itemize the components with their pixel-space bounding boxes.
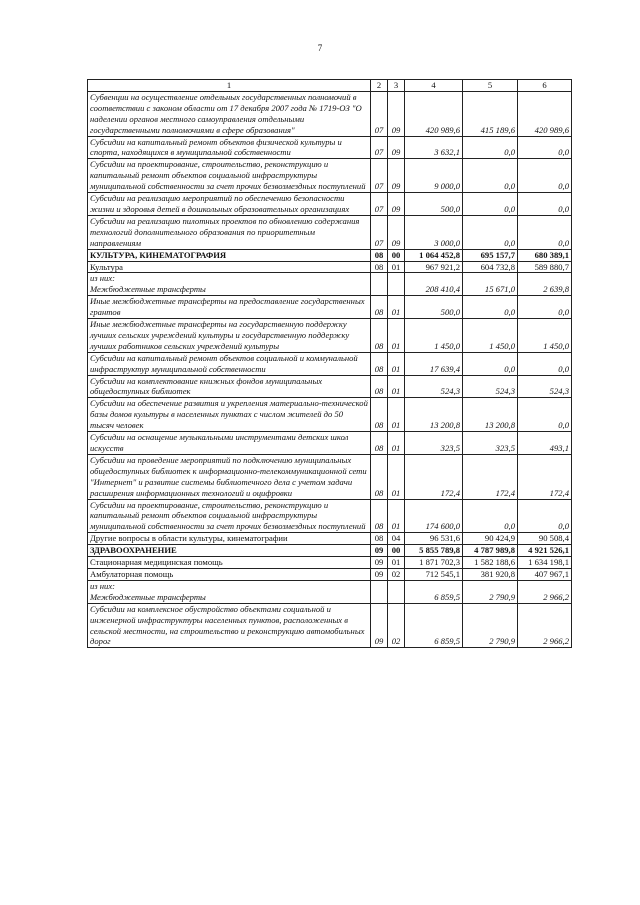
row-value-year-2-cell: 2 790,9 (463, 603, 518, 648)
row-name-cell: Субсидии на капитальный ремонт объектов физической культуры и спорта, находящихся в муниципальной собственности (88, 136, 371, 159)
row-value-year-2-cell: 4 787 989,8 (463, 545, 518, 557)
row-section-cell: 07 (371, 215, 388, 249)
row-name-cell: Культура (88, 261, 371, 273)
row-value-year-2-cell: 0,0 (463, 352, 518, 375)
row-value-year-3-cell: 0,0 (518, 499, 572, 533)
row-value-year-2-cell: 1 450,0 (463, 319, 518, 353)
row-section-cell: 07 (371, 159, 388, 193)
row-value-year-3-cell: 2 966,2 (518, 580, 572, 603)
table-row (88, 352, 572, 375)
row-section-cell: 08 (371, 398, 388, 432)
row-value-year-2-cell: 15 671,0 (463, 273, 518, 296)
row-name-cell: ЗДРАВООХРАНЕНИЕ (88, 545, 371, 557)
row-section-cell (371, 273, 388, 296)
row-name-cell: Субсидии на проведение мероприятий по подключению муниципальных общедоступных библиотек к информационно-телекоммуникационной сети "Интернет" и развитие системы библиотечного дела с учетом задачи расширения информационных технологий и оцифровки (88, 454, 371, 499)
row-value-year-3-cell: 407 967,1 (518, 568, 572, 580)
row-value-year-2-cell: 0,0 (463, 136, 518, 159)
row-subsection-cell: 00 (388, 249, 405, 261)
row-value-year-2-cell: 415 189,6 (463, 91, 518, 136)
row-value-year-2-cell: 695 157,7 (463, 249, 518, 261)
row-subsection-cell (388, 580, 405, 603)
row-value-year-2-cell: 90 424,9 (463, 533, 518, 545)
table-row (88, 375, 572, 398)
column-header-subsection: 3 (388, 80, 405, 92)
row-value-year-2-cell: 0,0 (463, 499, 518, 533)
table-row (88, 193, 572, 216)
row-name-cell: Субвенции на осуществление отдельных государственных полномочий в соответствии с законом области от 17 декабря 2007 года № 1719-ОЗ "О наделении органов местного самоуправления отдельными государственными полномочиями в сфере образования" (88, 91, 371, 136)
row-section-cell: 09 (371, 603, 388, 648)
table-row (88, 136, 572, 159)
row-section-cell: 07 (371, 193, 388, 216)
row-value-year-1-cell: 1 064 452,8 (405, 249, 463, 261)
row-section-cell: 08 (371, 499, 388, 533)
row-value-year-3-cell: 1 634 198,1 (518, 557, 572, 569)
row-value-year-1-cell: 1 450,0 (405, 319, 463, 353)
row-subsection-cell (388, 273, 405, 296)
row-subsection-cell: 04 (388, 533, 405, 545)
row-name-cell: Субсидии на обеспечение развития и укрепления материально-технической базы домов культуры в населенных пунктах с числом жителей до 50 тысяч человек (88, 398, 371, 432)
table-row (88, 432, 572, 455)
table-row (88, 319, 572, 353)
table-row (88, 580, 572, 603)
row-subsection-cell: 01 (388, 261, 405, 273)
column-header-name: 1 (88, 80, 371, 92)
row-section-cell: 07 (371, 136, 388, 159)
row-subsection-cell: 01 (388, 375, 405, 398)
row-name-cell: из них: Межбюджетные трансферты (88, 580, 371, 603)
row-name-cell: Субсидии на оснащение музыкальными инструментами детских школ искусств (88, 432, 371, 455)
row-subsection-cell: 00 (388, 545, 405, 557)
table-row (88, 261, 572, 273)
row-name-cell: КУЛЬТУРА, КИНЕМАТОГРАФИЯ (88, 249, 371, 261)
table-row (88, 557, 572, 569)
row-value-year-2-cell: 524,3 (463, 375, 518, 398)
row-value-year-2-cell: 172,4 (463, 454, 518, 499)
row-value-year-1-cell: 967 921,2 (405, 261, 463, 273)
table-row (88, 568, 572, 580)
table-row (88, 603, 572, 648)
row-subsection-cell: 09 (388, 136, 405, 159)
row-value-year-3-cell: 0,0 (518, 296, 572, 319)
row-subsection-cell: 01 (388, 454, 405, 499)
row-name-cell: Стационарная медицинская помощь (88, 557, 371, 569)
row-value-year-2-cell: 604 732,8 (463, 261, 518, 273)
row-value-year-2-cell: 0,0 (463, 296, 518, 319)
row-subsection-cell: 01 (388, 319, 405, 353)
row-value-year-3-cell: 524,3 (518, 375, 572, 398)
row-subsection-cell: 01 (388, 352, 405, 375)
row-section-cell: 07 (371, 91, 388, 136)
column-header-year-3: 6 (518, 80, 572, 92)
row-value-year-3-cell: 0,0 (518, 193, 572, 216)
row-name-cell: Субсидии на проектирование, строительство, реконструкцию и капитальный ремонт объектов социальной инфраструктуры муниципальной собственности за счет прочих безвозмездных поступлений (88, 159, 371, 193)
row-name-cell: Субсидии на комплектование книжных фондов муниципальных общедоступных библиотек (88, 375, 371, 398)
row-value-year-1-cell: 13 200,8 (405, 398, 463, 432)
row-value-year-3-cell: 0,0 (518, 215, 572, 249)
table-row (88, 533, 572, 545)
row-section-cell: 08 (371, 352, 388, 375)
row-subsection-cell: 09 (388, 215, 405, 249)
page-number: 7 (317, 43, 323, 53)
row-value-year-1-cell: 3 000,0 (405, 215, 463, 249)
row-value-year-2-cell: 2 790,9 (463, 580, 518, 603)
row-value-year-1-cell: 712 545,1 (405, 568, 463, 580)
row-name-cell: Субсидии на проектирование, строительство, реконструкцию и капитальный ремонт объектов социальной инфраструктуры муниципальной собственности за счет прочих безвозмездных поступлений (88, 499, 371, 533)
row-subsection-cell: 01 (388, 296, 405, 319)
row-name-cell: Амбулаторная помощь (88, 568, 371, 580)
row-section-cell (371, 580, 388, 603)
row-section-cell: 08 (371, 249, 388, 261)
row-value-year-3-cell: 680 389,1 (518, 249, 572, 261)
row-value-year-1-cell: 9 000,0 (405, 159, 463, 193)
row-value-year-2-cell: 0,0 (463, 193, 518, 216)
row-name-cell: из них: Межбюджетные трансферты (88, 273, 371, 296)
row-subsection-cell: 02 (388, 603, 405, 648)
row-value-year-1-cell: 6 859,5 (405, 603, 463, 648)
row-value-year-2-cell: 13 200,8 (463, 398, 518, 432)
row-section-cell: 09 (371, 568, 388, 580)
table-row (88, 296, 572, 319)
row-subsection-cell: 02 (388, 568, 405, 580)
row-value-year-3-cell: 420 989,6 (518, 91, 572, 136)
row-subsection-cell: 09 (388, 193, 405, 216)
row-section-cell: 09 (371, 557, 388, 569)
row-section-cell: 09 (371, 545, 388, 557)
row-section-cell: 08 (371, 319, 388, 353)
row-value-year-3-cell: 0,0 (518, 136, 572, 159)
row-subsection-cell: 01 (388, 398, 405, 432)
row-subsection-cell: 01 (388, 432, 405, 455)
row-value-year-1-cell: 17 639,4 (405, 352, 463, 375)
budget-table (87, 79, 572, 648)
row-value-year-3-cell: 2 966,2 (518, 603, 572, 648)
column-header-year-2: 5 (463, 80, 518, 92)
table-row (88, 499, 572, 533)
row-name-cell: Субсидии на капитальный ремонт объектов социальной и коммунальной инфраструктур муниципальной собственности (88, 352, 371, 375)
row-value-year-1-cell: 500,0 (405, 193, 463, 216)
table-row (88, 215, 572, 249)
row-section-cell: 08 (371, 296, 388, 319)
table-row (88, 273, 572, 296)
table-row (88, 159, 572, 193)
row-value-year-2-cell: 1 582 188,6 (463, 557, 518, 569)
row-value-year-1-cell: 208 410,4 (405, 273, 463, 296)
row-value-year-2-cell: 323,5 (463, 432, 518, 455)
table-row (88, 398, 572, 432)
row-value-year-1-cell: 5 855 789,8 (405, 545, 463, 557)
row-subsection-cell: 01 (388, 499, 405, 533)
row-subsection-cell: 01 (388, 557, 405, 569)
column-header-section: 2 (371, 80, 388, 92)
row-section-cell: 08 (371, 261, 388, 273)
row-value-year-3-cell: 4 921 526,1 (518, 545, 572, 557)
row-value-year-1-cell: 323,5 (405, 432, 463, 455)
table-row (88, 249, 572, 261)
row-name-cell: Иные межбюджетные трансферты на государственную поддержку лучших сельских учреждений культуры и государственную поддержку лучших работников сельских учреждений культуры (88, 319, 371, 353)
row-subsection-cell: 09 (388, 91, 405, 136)
row-subsection-cell: 09 (388, 159, 405, 193)
row-value-year-1-cell: 3 632,1 (405, 136, 463, 159)
row-value-year-3-cell: 0,0 (518, 352, 572, 375)
table-row (88, 91, 572, 136)
row-value-year-1-cell: 524,3 (405, 375, 463, 398)
row-value-year-3-cell: 0,0 (518, 159, 572, 193)
row-name-cell: Другие вопросы в области культуры, кинематографии (88, 533, 371, 545)
row-section-cell: 08 (371, 533, 388, 545)
row-value-year-2-cell: 0,0 (463, 159, 518, 193)
row-value-year-1-cell: 172,4 (405, 454, 463, 499)
row-section-cell: 08 (371, 375, 388, 398)
row-value-year-3-cell: 2 639,8 (518, 273, 572, 296)
row-name-cell: Субсидии на реализацию пилотных проектов по обновлению содержания технологий дополнительного образования по приоритетным направлениям (88, 215, 371, 249)
row-value-year-3-cell: 0,0 (518, 398, 572, 432)
row-name-cell: Субсидии на реализацию мероприятий по обеспечению безопасности жизни и здоровья детей в дошкольных образовательных организациях (88, 193, 371, 216)
table-header-row (88, 80, 572, 92)
row-value-year-1-cell: 500,0 (405, 296, 463, 319)
row-name-cell: Субсидии на комплексное обустройство объектами социальной и инженерной инфраструктуры населенных пунктов, расположенных в сельской местности, на строительство и реконструкцию автомобильных дорог (88, 603, 371, 648)
row-name-cell: Иные межбюджетные трансферты на предоставление государственных грантов (88, 296, 371, 319)
row-value-year-3-cell: 172,4 (518, 454, 572, 499)
row-value-year-1-cell: 6 859,5 (405, 580, 463, 603)
row-value-year-2-cell: 0,0 (463, 215, 518, 249)
row-value-year-1-cell: 420 989,6 (405, 91, 463, 136)
row-value-year-2-cell: 381 920,8 (463, 568, 518, 580)
row-section-cell: 08 (371, 454, 388, 499)
row-section-cell: 08 (371, 432, 388, 455)
column-header-year-1: 4 (405, 80, 463, 92)
table-row (88, 545, 572, 557)
row-value-year-3-cell: 1 450,0 (518, 319, 572, 353)
budget-table-body (88, 91, 572, 647)
row-value-year-3-cell: 589 880,7 (518, 261, 572, 273)
row-value-year-1-cell: 1 871 702,3 (405, 557, 463, 569)
row-value-year-3-cell: 90 508,4 (518, 533, 572, 545)
table-row (88, 454, 572, 499)
row-value-year-3-cell: 493,1 (518, 432, 572, 455)
row-value-year-1-cell: 96 531,6 (405, 533, 463, 545)
row-value-year-1-cell: 174 600,0 (405, 499, 463, 533)
